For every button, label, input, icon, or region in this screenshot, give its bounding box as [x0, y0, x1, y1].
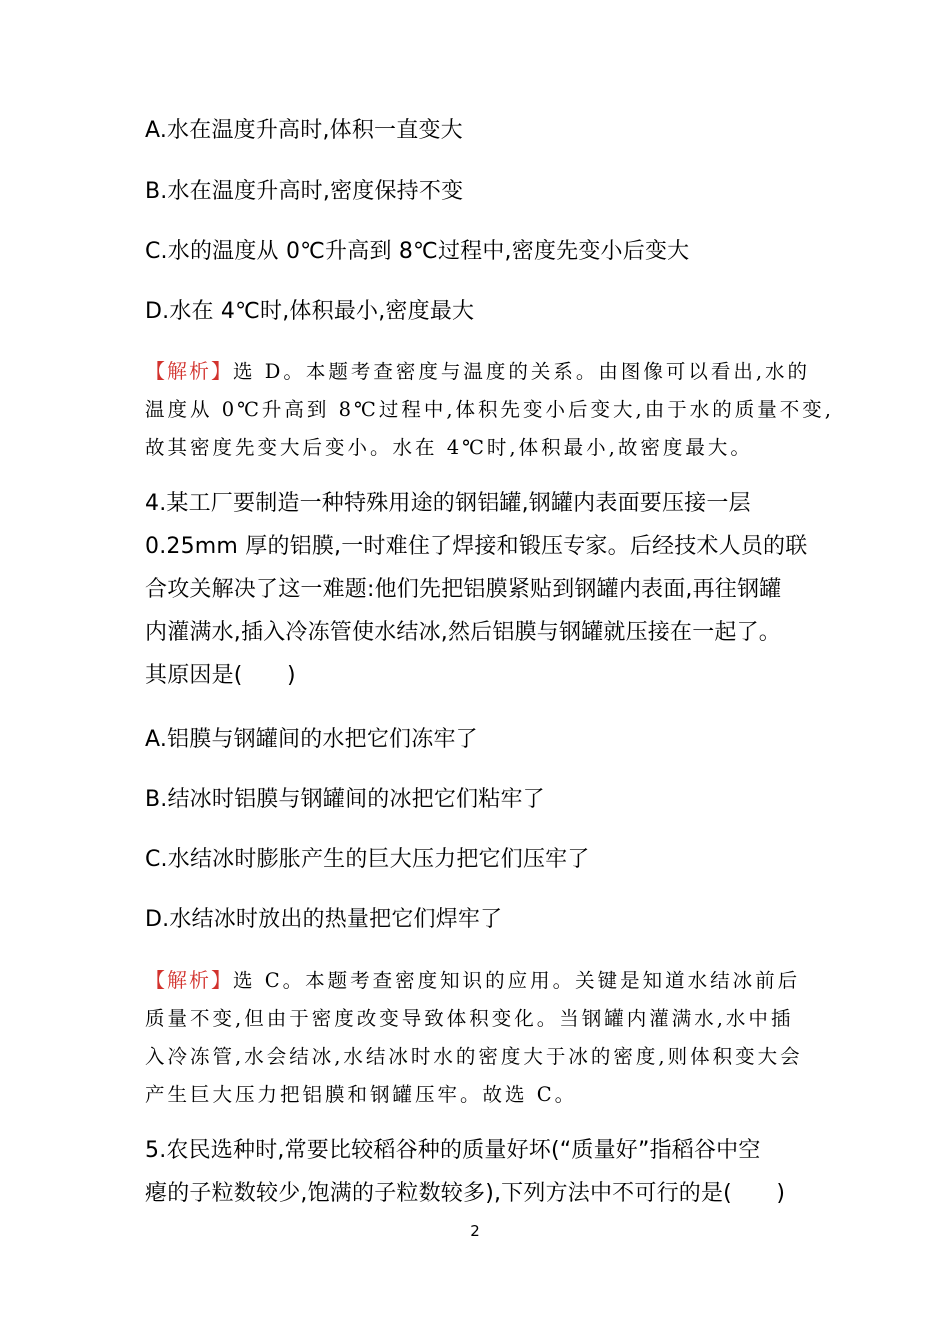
q4-stem-line: 4.某工厂要制造一种特殊用途的钢铝罐,钢罐内表面要压接一层 — [145, 491, 751, 516]
q4-stem-line: 合攻关解决了这一难题:他们先把铝膜紧贴到钢罐内表面,再往钢罐 — [145, 577, 782, 602]
q3-option-a: A.水在温度升高时,体积一直变大 — [145, 118, 463, 143]
q3-analysis-line: 故其密度先变大后变小。水在 4℃时,体积最小,故密度最大。 — [145, 436, 753, 459]
q4-option-d: D.水结冰时放出的热量把它们焊牢了 — [145, 907, 503, 932]
q4-analysis-line: 产生巨大压力把铝膜和钢罐压牢。故选 C。 — [145, 1083, 578, 1106]
q4-option-a: A.铝膜与钢罐间的水把它们冻牢了 — [145, 727, 478, 752]
q4-stem-line: 0.25mm 厚的铝膜,一时难住了焊接和锻压专家。后经技术人员的联 — [145, 534, 808, 559]
q4-option-b: B.结冰时铝膜与钢罐间的冰把它们粘牢了 — [145, 787, 545, 812]
q5-stem-line: 5.农民选种时,常要比较稻谷种的质量好坏(“质量好”指稻谷中空 — [145, 1138, 761, 1163]
q3-option-c: C.水的温度从 0℃升高到 8℃过程中,密度先变小后变大 — [145, 239, 690, 264]
q4-analysis-line: 【解析】选 C。本题考查密度知识的应用。关键是知道水结冰前后 — [145, 968, 801, 992]
q3-option-b: B.水在温度升高时,密度保持不变 — [145, 179, 464, 204]
q5-stem-line: 瘪的子粒数较少,饱满的子粒数较多),下列方法中不可行的是( ) — [145, 1181, 786, 1206]
q4-stem-line: 内灌满水,插入冷冻管使水结冰,然后铝膜与钢罐就压接在一起了。 — [145, 620, 781, 645]
page-number: 2 — [470, 1222, 480, 1240]
q4-option-c: C.水结冰时膨胀产生的巨大压力把它们压牢了 — [145, 847, 590, 872]
q3-analysis-line: 【解析】选 D。本题考查密度与温度的关系。由图像可以看出,水的 — [145, 359, 811, 383]
analysis-tag: 【解析】 — [145, 968, 233, 992]
analysis-tag: 【解析】 — [145, 359, 233, 383]
q3-option-d: D.水在 4℃时,体积最小,密度最大 — [145, 299, 475, 324]
q4-stem-line: 其原因是( ) — [145, 663, 296, 688]
q4-analysis-line: 质量不变,但由于密度改变导致体积变化。当钢罐内灌满水,水中插 — [145, 1007, 794, 1030]
q3-analysis-line: 温度从 0℃升高到 8℃过程中,体积先变小后变大,由于水的质量不变, — [145, 398, 834, 421]
q4-analysis-line: 入冷冻管,水会结冰,水结冰时水的密度大于冰的密度,则体积变大会 — [145, 1045, 803, 1068]
